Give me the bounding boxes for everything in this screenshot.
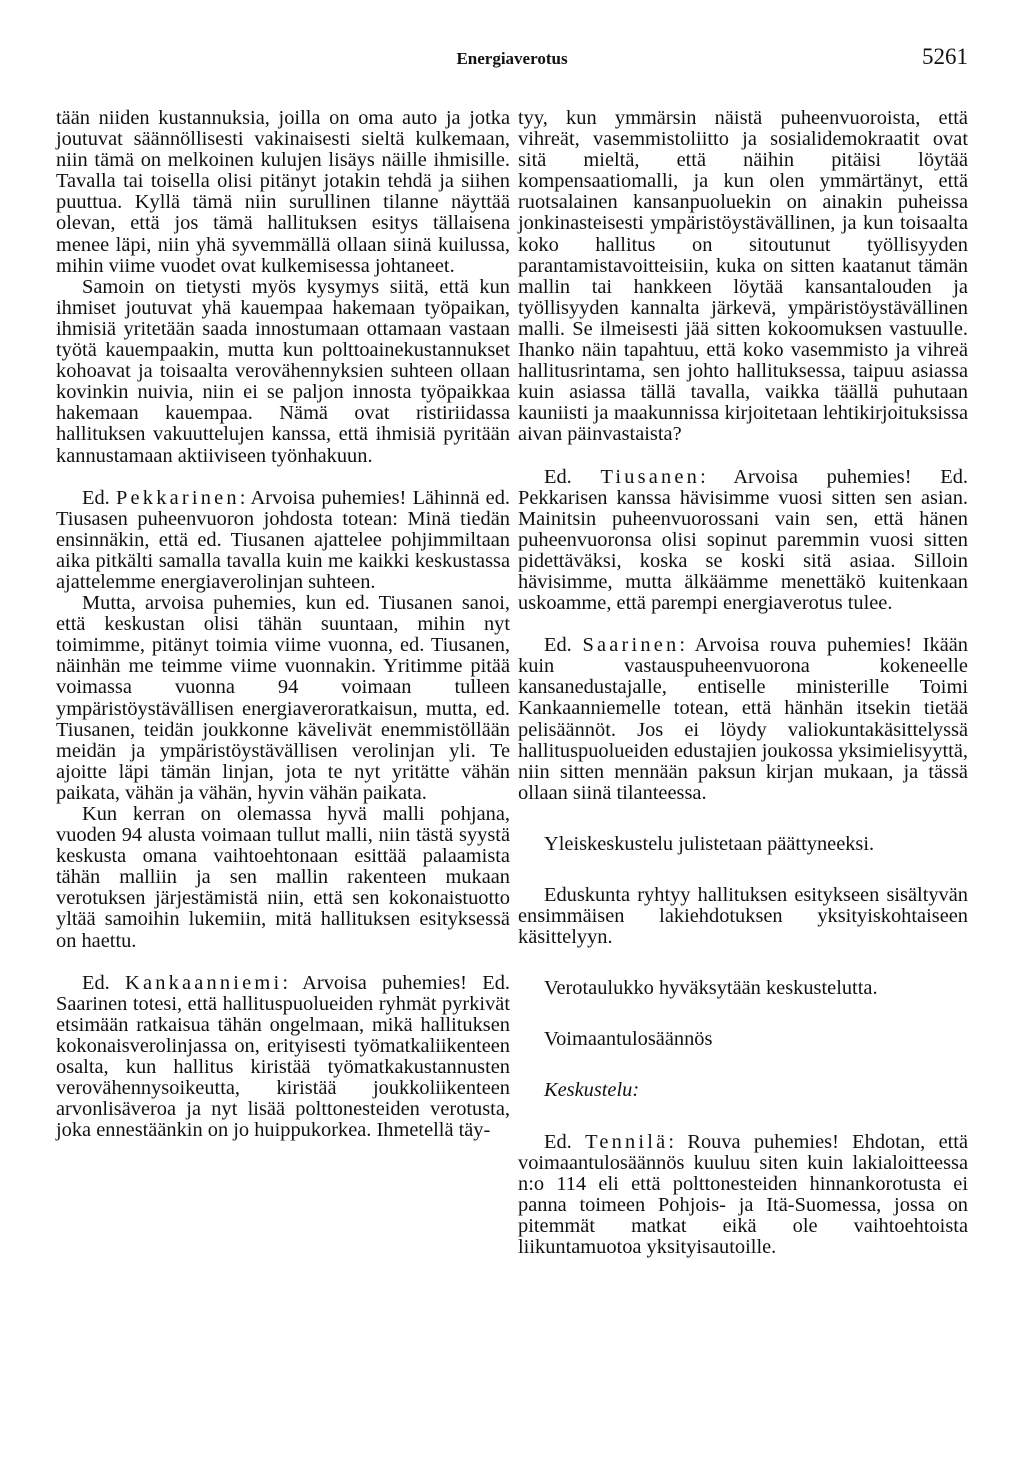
section-heading: Voimaantulosäännös <box>544 1028 713 1051</box>
paragraph: Samoin on tietysti myös kysymys siitä, että kun ihmiset joutuvat yhä kauempaa hakemaan työpaikan, ihmisiä yritetään saada innostumaan ottamaan vastaan työtä kauempaakin, mutta kun polttoainekustannukset kohoavat ja toisaalta verovähennyksien suhteen ollaan kovinkin nuivia, niin ei se paljon innosta työpaikkaa hakemaan kauempaa. Nämä ovat ristiriidassa hallituksen vakuuttelujen kanssa, että ihmisiä pyritään kannustamaan aktiiviseen työnhakuun. <box>56 275 510 467</box>
speech-pekkarinen <box>56 488 510 593</box>
speaker-name: Saarinen <box>582 634 680 657</box>
speech-text: : Arvoisa puhemies! Lähinnä ed. Tiusasen puheenvuoron johdosta totean: Minä tiedän ensinnäkin, että ed. Tiusanen ajattelee pohjimmiltaan aika pitkälti samalla tavalla kuin me kaikki keskustassa ajattelemme energiaverolinjan suhteen. <box>56 486 510 593</box>
closing-statement: Yleiskeskustelu julistetaan päättyneeksi. <box>544 832 875 855</box>
speaker-name: Pekkarinen <box>116 486 240 509</box>
speaker-prefix: Ed. <box>544 465 572 488</box>
procedure-statement: Eduskunta ryhtyy hallituksen esitykseen sisältyvän ensimmäisen lakiehdotuksen yksityiskohtaiseen käsittelyyn. <box>518 884 968 949</box>
speech-tiusanen <box>518 467 968 615</box>
speaker-prefix: Ed. <box>544 634 572 657</box>
speaker-prefix: Ed. <box>544 1130 572 1153</box>
page-number: 5261 <box>922 44 968 69</box>
running-header <box>0 44 1024 76</box>
running-title: Energiaverotus <box>456 49 568 68</box>
paragraph: Kun kerran on olemassa hyvä malli pohjana, vuoden 94 alusta voimaan tullut malli, niin tästä syystä keskusta omana vaihtoehtonaan esittää palaamista tähän malliin ja sen mallin rakenteen mukaan verotuksen järjestämistä niin, että sen kokonaistuotto yltää samoihin lukemiin, mitä hallituksen esityksessä on haettu. <box>56 803 510 952</box>
left-column <box>56 108 510 1141</box>
speech-saarinen <box>518 635 968 804</box>
paragraph: Mutta, arvoisa puhemies, kun ed. Tiusanen sanoi, että keskustan olisi tähän suuntaan, mihin nyt toimimme, pitänyt toimia viime vuonna, ed. Tiusanen, näinhän me teimme viime vuonnakin. Yritimme pitää voimassa vuonna 94 voimaan tulleen ympäristöystävällisen energiaveroratkaisun, mutta, ed. Tiusanen, teidän joukkonne kävelivät enemmistöllään meidän ja ympäristöystävällisen verolinjan yli. Te ajoitte läpi tämän linjan, jota te nyt yritätte vähän paikata, vähän ja vähän, hyvin vähän paikata. <box>56 592 510 804</box>
speech-text: : Rouva puhemies! Ehdotan, että voimaantulosäännös kuuluu siten kuin lakialoitteessa n:o 114 eli että polttonesteiden hinnankorotusta ei panna toimeen Pohjois- ja Itä-Suomessa, jossa on pitemmät matkat eikä ole vaihtoehtoista liikuntamuotoa yksityisautoille. <box>518 1130 968 1259</box>
discussion-label: Keskustelu: <box>544 1079 640 1102</box>
speaker-name: Tiusanen <box>600 465 701 488</box>
speaker-name: Tennilä <box>585 1130 669 1153</box>
speech-text: : Arvoisa rouva puhemies! Ikään kuin vastauspuheenvuorona kokeneelle kansanedustajalle, entiselle ministerille Toimi Kankaanniemelle totean, että hänhän itsekin tietää pelisäännöt. Jos ei löydy valiokuntakäsittelyssä hallituspuolueiden edustajien joukossa yksimielisyyttä, niin sitten mennään paksun kirjan mukaan, ja tässä ollaan siinä tilanteessa. <box>518 634 968 804</box>
speech-text: : Arvoisa puhemies! Ed. Pekkarisen kanssa hävisimme vuosi sitten sen asian. Mainitsin puheenvuorossani vain sen, että hänen puheenvuoronsa olisi sopinut paremmin vuosi sitten pidettäväksi, koska se koski sitä asiaa. Silloin hävisimme, mutta älkäämme menettäkö kuitenkaan uskoamme, että parempi energiaverotus tulee. <box>518 465 968 615</box>
speaker-name: Kankaanniemi <box>125 971 283 994</box>
speech-tennila <box>518 1132 968 1259</box>
paragraph-continuation: tään niiden kustannuksia, joilla on oma auto ja jotka joutuvat säännöllisesti vakinaisesti sieltä kulkemaan, niin tämä on melkoinen kulujen lisäys näille ihmisille. Tavalla tai toisella olisi pitänyt jotakin tehdä ja siihen puuttua. Kyllä tämä niin surullinen tilanne näyttää olevan, että jos tämä hallituksen esitys tällaisena menee läpi, niin yhä syvemmällä ollaan siinä kuilussa, mihin viime vuodet ovat kulkemisessa johtaneet. <box>56 107 510 277</box>
speech-text: : Arvoisa puhemies! Ed. Saarinen totesi, että hallituspuolueiden ryhmät pyrkivät etsimään ratkaisua tähän ongelmaan, mikä hallituksen kokonaisverolinjassa on, erityisesti työmatkaliikenteen osalta, kun hallitus kiristää työmatkakustannusten verovähennysoikeutta, kiristää joukkoliikenteen arvonlisäveroa ja nyt lisää polttonesteiden verotusta, joka ennestäänkin on jo huippukorkea. Ihmetellä täy- <box>56 971 510 1142</box>
speech-kankaanniemi <box>56 973 510 1142</box>
speaker-prefix: Ed. <box>82 486 110 509</box>
approval-statement: Verotaulukko hyväksytään keskustelutta. <box>544 977 878 1000</box>
paragraph-continuation: tyy, kun ymmärsin näistä puheenvuoroista, että vihreät, vasemmistoliitto ja sosialidemokraatit ovat sitä mieltä, että näihin pitäisi löytää kompensaatiomalli, ja kun olen ymmärtänyt, että ruotsalainen kansanpuoluekin on ainakin puheissa jonkinasteisesti ympäristöystävällinen, ja kun toisaalta koko hallitus on sitoutunut työllisyyden parantamistavoitteisiin, kuka on sitten kaatanut tämän mallin tai hankkeen löytää kansantalouden ja työllisyyden kannalta järkevä, ympäristöystävällinen malli. Se ilmeisesti jää sitten kokoomuksen vastuulle. Ihanko näin tapahtuu, että koko vasemmisto ja vihreä hallitusrintama, sen johto hallituksessa, taipuu asiassa kuin asiassa tällä tavalla, vaikka täällä puhutaan kauniisti ja maakunnissa kirjoitetaan lehtikirjoituksissa aivan päinvastaista? <box>518 107 968 446</box>
speaker-prefix: Ed. <box>82 971 110 994</box>
right-column <box>518 108 968 1258</box>
